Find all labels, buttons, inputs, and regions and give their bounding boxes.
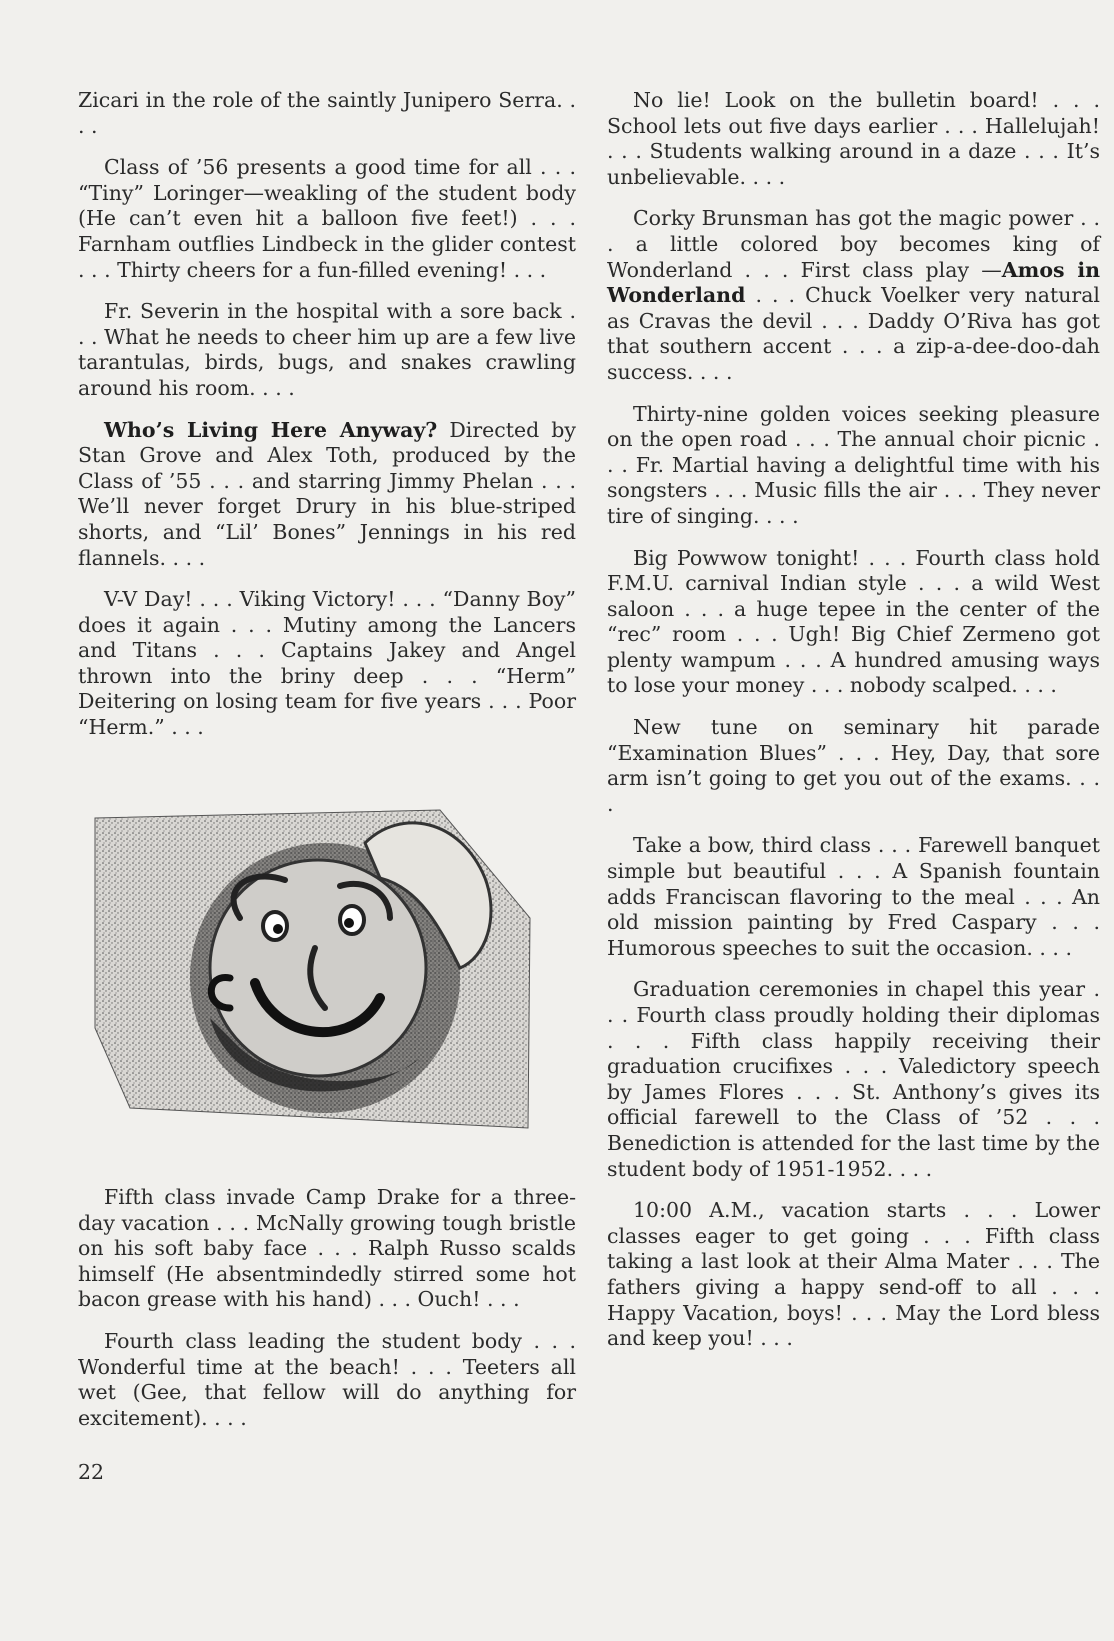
paragraph-camp-drake: Fifth class invade Camp Drake for a three-day vacation . . . McNally growing tough bristle on his soft baby face . . . Ralph Russo scalds himself (He absentmindedly stirred some hot bacon grease with his hand) . . . Ouch! . . . xyxy=(78,1185,576,1312)
right-column xyxy=(607,88,1100,1368)
cartoon-elephant-face-illustration-icon xyxy=(90,808,560,1136)
paragraph-third-class: Take a bow, third class . . . Farewell banquet simple but beautiful . . . A Spanish fountain adds Franciscan flavoring to the meal . . . An old mission painting by Fred Caspary . . . Humorous speeches to suit the occasion. . . . xyxy=(607,833,1100,960)
paragraph-vacation-starts: 10:00 A.M., vacation starts . . . Lower classes eager to get going . . . Fifth class taking a last look at their Alma Mater . . . The fathers giving a happy send-off to all . . . Happy Vacation, boys! . . . May the Lord bless and keep you! . . . xyxy=(607,1198,1100,1351)
paragraph-fr-severin: Fr. Severin in the hospital with a sore back . . . What he needs to cheer him up are a few live tarantulas, birds, bugs, and snakes crawling around his room. . . . xyxy=(78,299,576,400)
page-number: 22 xyxy=(78,1460,105,1484)
paragraph-corky-text-a: Corky Brunsman has got the magic power . . . a little colored boy becomes king of Wonderland . . . First class play — xyxy=(607,206,1100,282)
paragraph-no-lie: No lie! Look on the bulletin board! . . . School lets out five days earlier . . . Hallelujah! . . . Students walking around in a daze . . . It’s unbelievable. . . . xyxy=(607,88,1100,189)
paragraph-corky-brunsman xyxy=(607,206,1100,385)
paragraph-graduation: Graduation ceremonies in chapel this year . . . Fourth class proudly holding their diplomas . . . Fifth class happily receiving their graduation crucifixes . . . Valedictory speech by James Flores . . . St. Anthony’s gives its official farewell to the Class of ’52 . . . Benediction is attended for the last time by the student body of 1951-1952. . . . xyxy=(607,977,1100,1181)
paragraph-play-whos-living-text: Directed by Stan Grove and Alex Toth, produced by the Class of ’55 . . . and starring Jimmy Phelan . . . We’ll never forget Drury in his blue-striped shorts, and “Lil’ Bones” Jennings in his red flannels. . . . xyxy=(78,417,576,570)
paragraph-class-56: Class of ’56 presents a good time for all . . . “Tiny” Loringer—weakling of the student body (He can’t even hit a balloon five feet!) . . . Farnham outflies Lindbeck in the glider contest . . . Thirty cheers for a fun-filled evening! . . . xyxy=(78,155,576,282)
paragraph-vv-day: V-V Day! . . . Viking Victory! . . . “Danny Boy” does it again . . . Mutiny among the Lancers and Titans . . . Captains Jakey and Angel thrown into the briny deep . . . “Herm” Deitering on losing team for five years . . . Poor “Herm.” . . . xyxy=(78,587,576,740)
paragraph-corky-text-b: . . . Chuck Voelker very natural as Cravas the devil . . . Daddy O’Riva has got that southern accent . . . a zip-a-dee-doo-dah success. . . . xyxy=(607,283,1100,384)
left-column-lower xyxy=(78,1185,576,1447)
play-title-whos-living: Who’s Living Here Anyway? xyxy=(104,417,438,442)
paragraph-golden-voices: Thirty-nine golden voices seeking pleasure on the open road . . . The annual choir picnic . . . Fr. Martial having a delightful time with his songsters . . . Music fills the air . . . They never tire of singing. . . . xyxy=(607,401,1100,528)
paragraph-zicari: Zicari in the role of the saintly Junipero Serra. . . . xyxy=(78,88,576,138)
paragraph-play-whos-living xyxy=(78,418,576,572)
left-column xyxy=(78,88,576,757)
paragraph-fourth-class-beach: Fourth class leading the student body . . . Wonderful time at the beach! . . . Teeters all wet (Gee, that fellow will do anything for excitement). . . . xyxy=(78,1328,576,1430)
elephant-illustration xyxy=(90,808,560,1136)
play-title-amos: Amos in Wonderland xyxy=(607,257,1101,308)
paragraph-big-powwow: Big Powwow tonight! . . . Fourth class hold F.M.U. carnival Indian style . . . a wild West saloon . . . a huge tepee in the center of the “rec” room . . . Ugh! Big Chief Zermeno got plenty wampum . . . A hundred amusing ways to lose your money . . . nobody scalped. . . . xyxy=(607,545,1100,698)
paragraph-examination-blues: New tune on seminary hit parade “Examination Blues” . . . Hey, Day, that sore arm isn’t going to get you out of the exams. . . . xyxy=(607,715,1100,816)
